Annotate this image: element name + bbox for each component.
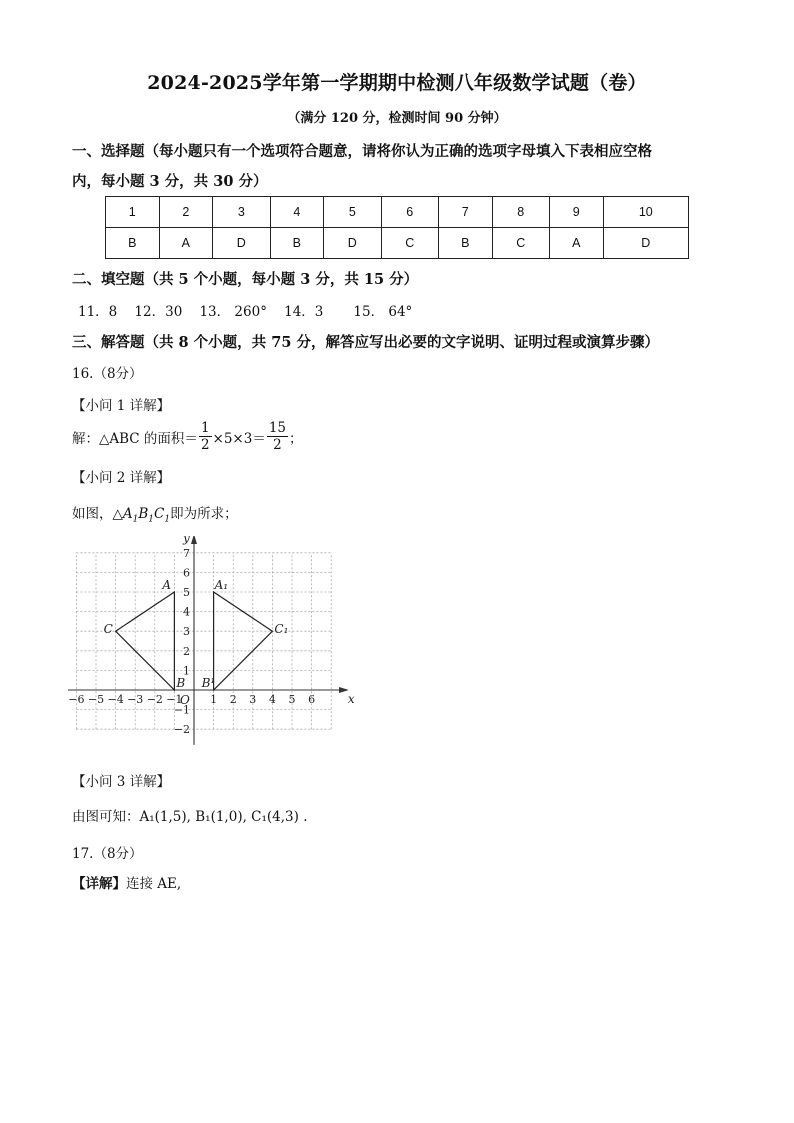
point-label-b1: B: [176, 676, 186, 690]
y-tick-label: 6: [183, 566, 190, 580]
table-cell: B: [106, 228, 160, 259]
table-cell: 1: [106, 197, 160, 228]
answer-table-number-row: [106, 197, 689, 228]
solution-3-line: 由图可知：A₁(1,5), B₁(1,0), C₁(4,3) .: [72, 809, 308, 825]
table-cell: D: [213, 228, 270, 259]
x-tick-label: −3: [127, 693, 144, 706]
table-cell: 9: [550, 197, 604, 228]
y-tick-label: 7: [183, 546, 190, 560]
fraction-fifteen-halves: [267, 420, 288, 453]
table-cell: C: [381, 228, 438, 259]
question-16-label: 16.（8分）: [72, 366, 143, 382]
fill-blank-answers: 11．8 12．30 13． 260° 14．3 15． 64°: [78, 304, 413, 320]
table-cell: C: [492, 228, 549, 259]
subquestion-1-label: 【小问 1 详解】: [72, 398, 171, 414]
section2-heading: 二、填空题（共 5 个小题，每小题 3 分，共 15 分）: [72, 271, 419, 288]
point-label-a: A: [162, 578, 172, 592]
y-axis-arrow: [191, 536, 197, 544]
table-cell: B: [270, 228, 324, 259]
section3-heading: 三、解答题（共 8 个小题，共 75 分，解答应写出必要的文字说明、证明过程或演算步骤）: [72, 334, 659, 351]
table-cell: D: [324, 228, 381, 259]
table-cell: D: [603, 228, 688, 259]
fraction-half: [199, 420, 212, 453]
point-label-a1: A₁: [214, 578, 229, 592]
fraction-denominator: 2: [273, 437, 282, 453]
solution-17-text: 连接 AE,: [126, 876, 182, 892]
table-cell: 8: [492, 197, 549, 228]
y-tick-label: 1: [183, 664, 190, 678]
question-17-label: 17.（8分）: [72, 846, 143, 862]
fraction-numerator: 15: [268, 420, 287, 436]
y-tick-label: 3: [183, 625, 190, 639]
x-tick-label: −1: [166, 693, 183, 706]
table-cell: 2: [159, 197, 213, 228]
point-label-c: C: [103, 622, 113, 637]
answer-table-answer-row: [106, 228, 689, 259]
x-tick-label: −6: [68, 693, 85, 706]
triangle-a1b1c1: [214, 592, 273, 690]
solution-2-prefix: 如图，△: [72, 506, 123, 522]
x-tick-label: −5: [87, 693, 105, 706]
origin-label: O: [180, 693, 190, 707]
section1-heading-line1: 一、选择题（每小题只有一个选项符合题意，请将你认为正确的选项字母填入下表相应空格: [72, 143, 652, 160]
fraction-numerator: 1: [200, 420, 210, 436]
axes: [68, 536, 349, 745]
x-tick-label: 1: [210, 693, 218, 706]
table-cell: A: [550, 228, 604, 259]
table-cell: 3: [213, 197, 270, 228]
x-tick-label: 2: [229, 693, 237, 706]
solution-1-prefix: 解：△ABC 的面积＝: [72, 430, 198, 447]
subquestion-3-label: 【小问 3 详解】: [72, 774, 171, 790]
solution-1-end: ；: [289, 430, 303, 447]
y-tick-label: 4: [183, 605, 190, 619]
x-tick-label: 3: [249, 693, 257, 706]
x-tick-label: 4: [268, 693, 276, 706]
table-cell: 5: [324, 197, 381, 228]
x-tick-label: −4: [107, 693, 124, 706]
document-subtitle: （满分 120 分，检测时间 90 分钟）: [287, 111, 507, 126]
coordinate-grid-figure: [68, 536, 358, 754]
point-label-c1: C₁: [274, 622, 289, 637]
fraction-denominator: 2: [200, 437, 210, 453]
triangle-name: $A_1B_1C_1$: [122, 506, 171, 525]
table-cell: 4: [270, 197, 324, 228]
y-tick-label: 5: [183, 586, 190, 599]
x-tick-label: −2: [146, 693, 163, 706]
point-label-b: B¹: [201, 676, 216, 690]
section1-heading-line2: 内，每小题 3 分，共 30 分）: [72, 173, 268, 190]
answer-table: [105, 196, 689, 259]
x-tick-label: 5: [288, 693, 296, 706]
detail-label: 【详解】: [72, 876, 126, 892]
solution-2-suffix: 即为所求；: [170, 506, 238, 522]
subquestion-2-label: 【小问 2 详解】: [72, 470, 171, 486]
solution-17-line: [72, 872, 181, 892]
solution-1-middle: ×5×3＝: [212, 430, 266, 447]
x-axis-label: x: [347, 692, 355, 706]
y-axis-label: y: [183, 536, 190, 546]
y-tick-label: 2: [183, 644, 190, 658]
table-cell: 7: [439, 197, 493, 228]
table-cell: 10: [603, 197, 688, 228]
document-title: 2024-2025学年第一学期期中检测八年级数学试题（卷）: [147, 72, 647, 94]
solution-2-line: [72, 502, 238, 525]
triangle-abc: [116, 592, 175, 690]
table-cell: A: [159, 228, 213, 259]
y-tick-label: −1: [173, 703, 190, 717]
x-tick-label: 6: [308, 693, 316, 706]
y-tick-label: −2: [173, 723, 190, 737]
table-cell: B: [439, 228, 493, 259]
table-cell: 6: [381, 197, 438, 228]
solution-1-line: [72, 420, 303, 453]
